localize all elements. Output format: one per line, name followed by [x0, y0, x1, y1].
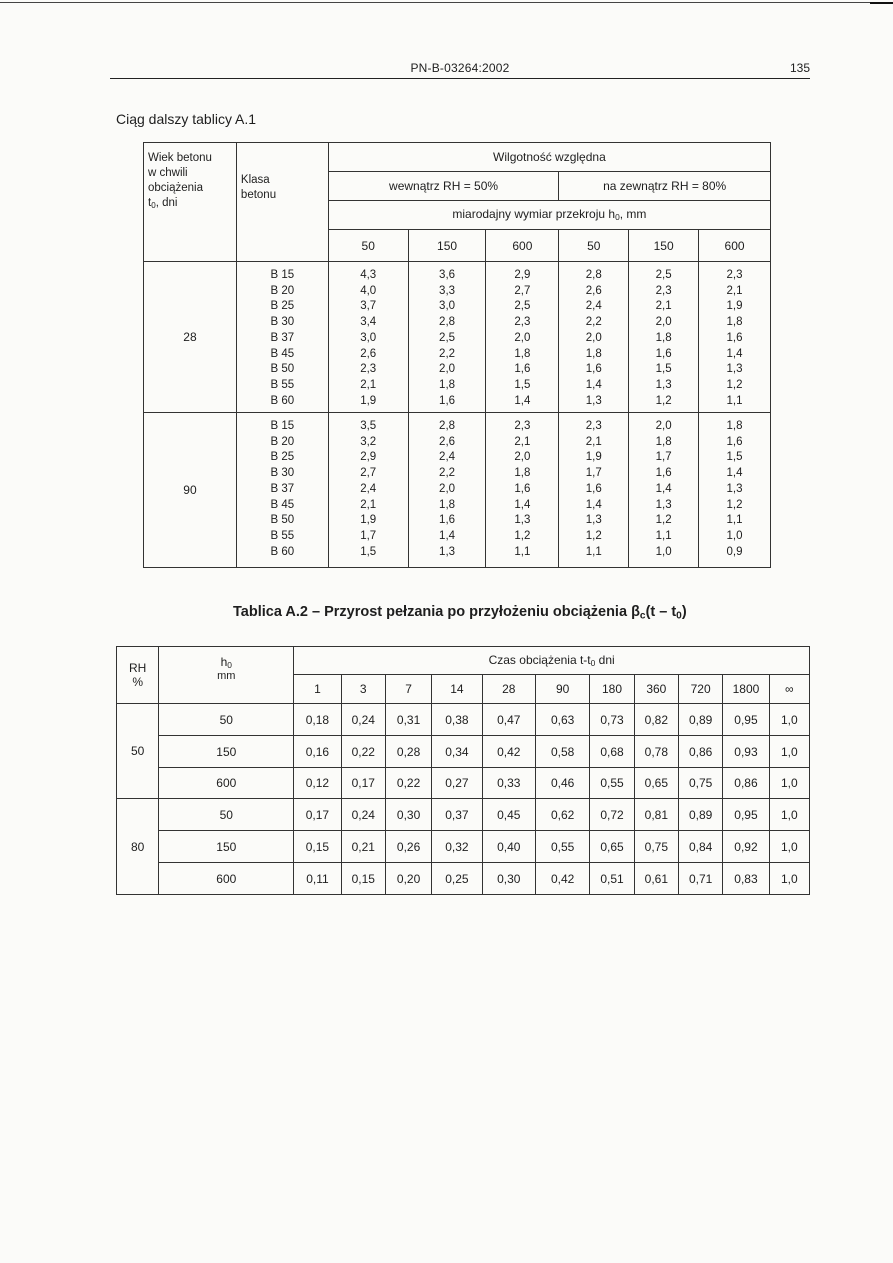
size-header: 50 — [328, 230, 408, 262]
h0-cell: 150 — [159, 831, 294, 863]
value-cell: 0,63 — [535, 704, 589, 736]
value-cell: 0,92 — [723, 831, 769, 863]
value-cell: 0,83 — [723, 863, 769, 895]
value-column: 2,5 2,3 2,1 2,0 1,8 1,6 1,5 1,3 1,2 — [629, 262, 699, 413]
page-top-edge-rule-right — [870, 2, 893, 4]
time-header: 14 — [432, 675, 482, 704]
header-load-time: Czas obciążenia $t-t_0$ dni — [294, 647, 810, 675]
value-cell: 0,30 — [385, 799, 431, 831]
value-cell: 0,40 — [482, 831, 535, 863]
rh-cell: 50 — [117, 704, 159, 799]
value-column: 3,5 3,2 2,9 2,7 2,4 2,1 1,9 1,7 1,5 — [328, 413, 408, 568]
value-cell: 0,73 — [590, 704, 634, 736]
value-cell: 0,42 — [482, 736, 535, 768]
size-header: 600 — [699, 230, 771, 262]
value-cell: 0,55 — [535, 831, 589, 863]
value-cell: 0,62 — [535, 799, 589, 831]
value-cell: 1,0 — [769, 704, 809, 736]
table-row-group-90 — [144, 413, 771, 568]
table-row — [117, 736, 810, 768]
value-cell: 1,0 — [769, 799, 809, 831]
table-row-group-28 — [144, 262, 771, 413]
value-cell: 0,38 — [432, 704, 482, 736]
header-rule — [110, 78, 810, 79]
value-cell: 0,22 — [385, 768, 431, 799]
value-cell: 0,47 — [482, 704, 535, 736]
table-row — [117, 831, 810, 863]
value-cell: 0,75 — [678, 768, 722, 799]
value-cell: 0,81 — [634, 799, 678, 831]
value-cell: 0,58 — [535, 736, 589, 768]
age-cell: 28 — [144, 262, 237, 413]
value-cell: 0,89 — [678, 704, 722, 736]
table-row — [117, 863, 810, 895]
value-cell: 0,33 — [482, 768, 535, 799]
value-column: 2,3 2,1 1,9 1,7 1,6 1,4 1,3 1,2 1,1 — [559, 413, 629, 568]
value-cell: 1,0 — [769, 736, 809, 768]
class-list: B 15 B 20 B 25 B 30 B 37 B 45 B 50 B 55 B 60 — [236, 262, 328, 413]
time-header: 360 — [634, 675, 678, 704]
h0-cell: 600 — [159, 863, 294, 895]
value-cell: 0,31 — [385, 704, 431, 736]
value-cell: 0,24 — [341, 799, 385, 831]
value-cell: 0,61 — [634, 863, 678, 895]
header-outside-rh80: na zewnątrz RH = 80% — [559, 172, 771, 201]
value-column: 3,6 3,3 3,0 2,8 2,5 2,2 2,0 1,8 1,6 — [408, 262, 486, 413]
value-cell: 0,84 — [678, 831, 722, 863]
value-cell: 0,15 — [294, 831, 341, 863]
time-header: 180 — [590, 675, 634, 704]
value-column: 4,3 4,0 3,7 3,4 3,0 2,6 2,3 2,1 1,9 — [328, 262, 408, 413]
value-column: 1,8 1,6 1,5 1,4 1,3 1,2 1,1 1,0 0,9 — [699, 413, 771, 568]
size-header: 50 — [559, 230, 629, 262]
table-a2-title: Tablica A.2 – Przyrost pełzania po przyłożeniu obciążenia $\beta_c(t - t_0)$ — [233, 604, 687, 622]
value-cell: 0,22 — [341, 736, 385, 768]
header-concrete-class: Klasa betonu — [236, 143, 328, 262]
value-cell: 0,78 — [634, 736, 678, 768]
time-header: 90 — [535, 675, 589, 704]
value-cell: 0,20 — [385, 863, 431, 895]
value-column: 2,8 2,6 2,4 2,2 2,0 1,8 1,6 1,4 1,3 — [559, 262, 629, 413]
size-header: 150 — [629, 230, 699, 262]
header-relative-humidity: Wilgotność względna — [328, 143, 770, 172]
time-header: 7 — [385, 675, 431, 704]
standard-code: PN-B-03264:2002 — [410, 61, 510, 75]
header-rh: RH % — [117, 647, 159, 704]
age-cell: 90 — [144, 413, 237, 568]
value-cell: 0,21 — [341, 831, 385, 863]
value-cell: 0,15 — [341, 863, 385, 895]
h0-cell: 50 — [159, 799, 294, 831]
time-header: 720 — [678, 675, 722, 704]
time-header: 3 — [341, 675, 385, 704]
value-cell: 0,24 — [341, 704, 385, 736]
table-row — [117, 768, 810, 799]
size-header: 600 — [486, 230, 559, 262]
header-inside-rh50: wewnątrz RH = 50% — [328, 172, 559, 201]
value-cell: 0,32 — [432, 831, 482, 863]
header-h0: $h_0$ mm — [159, 647, 294, 704]
table-a2-creep-increase — [116, 646, 810, 895]
class-list: B 15 B 20 B 25 B 30 B 37 B 45 B 50 B 55 B 60 — [236, 413, 328, 568]
value-cell: 0,55 — [590, 768, 634, 799]
table-row — [117, 704, 810, 736]
value-cell: 0,93 — [723, 736, 769, 768]
time-header: ∞ — [769, 675, 809, 704]
h0-cell: 50 — [159, 704, 294, 736]
value-cell: 0,68 — [590, 736, 634, 768]
value-cell: 0,45 — [482, 799, 535, 831]
value-cell: 0,26 — [385, 831, 431, 863]
value-cell: 0,51 — [590, 863, 634, 895]
value-cell: 0,72 — [590, 799, 634, 831]
value-column: 2,3 2,1 2,0 1,8 1,6 1,4 1,3 1,2 1,1 — [486, 413, 559, 568]
value-cell: 0,12 — [294, 768, 341, 799]
value-cell: 0,89 — [678, 799, 722, 831]
value-cell: 0,34 — [432, 736, 482, 768]
value-cell: 0,37 — [432, 799, 482, 831]
value-cell: 0,27 — [432, 768, 482, 799]
value-cell: 0,71 — [678, 863, 722, 895]
value-cell: 0,30 — [482, 863, 535, 895]
value-column: 2,3 2,1 1,9 1,8 1,6 1,4 1,3 1,2 1,1 — [699, 262, 771, 413]
value-cell: 1,0 — [769, 831, 809, 863]
header-notional-size: miarodajny wymiar przekroju $h_0$, mm — [328, 201, 770, 230]
value-cell: 0,16 — [294, 736, 341, 768]
size-header: 150 — [408, 230, 486, 262]
time-header: 1800 — [723, 675, 769, 704]
value-cell: 0,86 — [678, 736, 722, 768]
value-cell: 0,65 — [634, 768, 678, 799]
rh-cell: 80 — [117, 799, 159, 895]
value-cell: 1,0 — [769, 768, 809, 799]
value-cell: 0,17 — [294, 799, 341, 831]
h0-cell: 600 — [159, 768, 294, 799]
value-cell: 1,0 — [769, 863, 809, 895]
table-continuation-note: Ciąg dalszy tablicy A.1 — [116, 111, 257, 127]
table-row — [117, 799, 810, 831]
value-cell: 0,95 — [723, 799, 769, 831]
time-header: 28 — [482, 675, 535, 704]
value-cell: 0,11 — [294, 863, 341, 895]
value-cell: 0,65 — [590, 831, 634, 863]
header-concrete-age: Wiek betonu w chwili obciążenia $t_0$, dni — [144, 143, 237, 262]
table-a1-creep-coefficient — [143, 142, 771, 568]
value-column: 2,8 2,6 2,4 2,2 2,0 1,8 1,6 1,4 1,3 — [408, 413, 486, 568]
value-cell: 0,86 — [723, 768, 769, 799]
page-top-edge-rule — [0, 2, 893, 3]
value-cell: 0,75 — [634, 831, 678, 863]
value-cell: 0,95 — [723, 704, 769, 736]
value-cell: 0,17 — [341, 768, 385, 799]
value-cell: 0,18 — [294, 704, 341, 736]
value-cell: 0,42 — [535, 863, 589, 895]
value-cell: 0,28 — [385, 736, 431, 768]
page-number: 135 — [789, 61, 810, 75]
value-column: 2,9 2,7 2,5 2,3 2,0 1,8 1,6 1,5 1,4 — [486, 262, 559, 413]
value-cell: 0,82 — [634, 704, 678, 736]
h0-cell: 150 — [159, 736, 294, 768]
time-header: 1 — [294, 675, 341, 704]
value-cell: 0,25 — [432, 863, 482, 895]
value-cell: 0,46 — [535, 768, 589, 799]
value-column: 2,0 1,8 1,7 1,6 1,4 1,3 1,2 1,1 1,0 — [629, 413, 699, 568]
